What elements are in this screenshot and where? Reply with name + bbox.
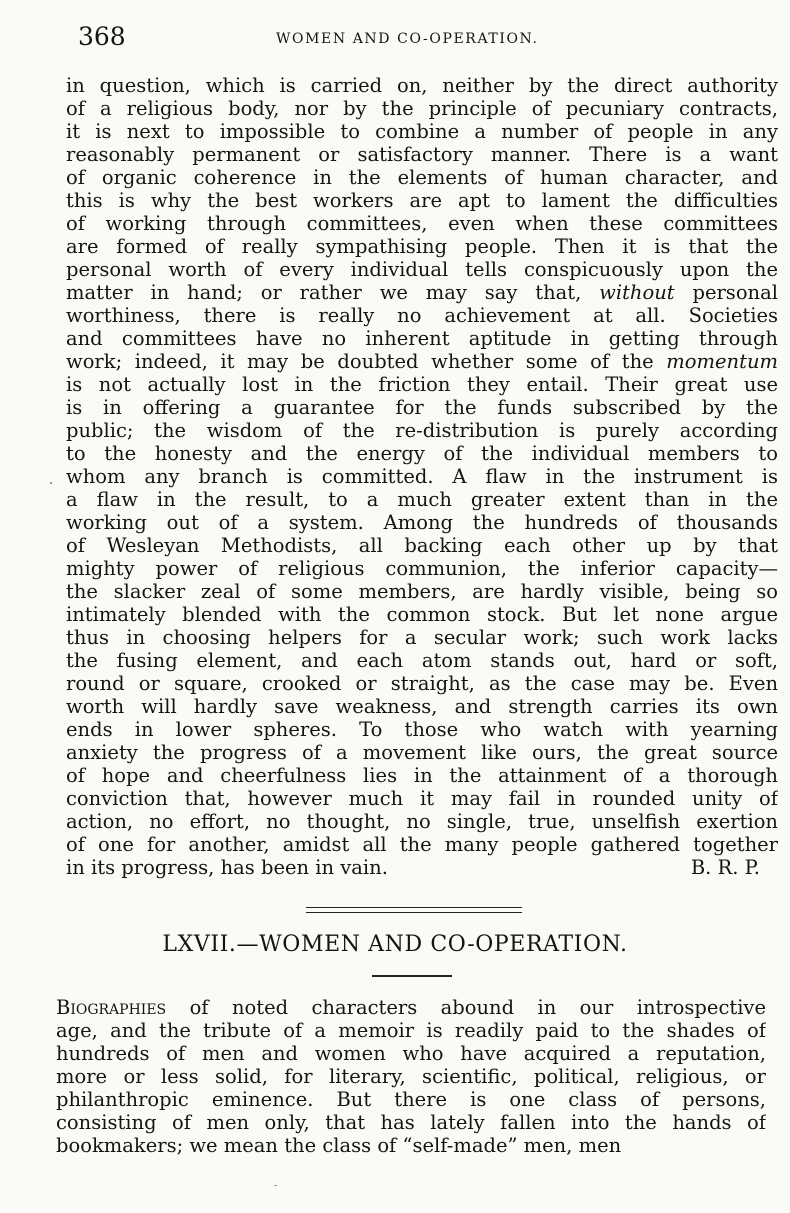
text-segment: the slacker zeal of some members, are hardly visible, being so (66, 580, 778, 603)
text-segment: mighty power of religious communion, the inferior capacity— (66, 557, 778, 580)
text-line (66, 258, 778, 281)
article-1-body (66, 74, 778, 879)
text-line (66, 764, 778, 787)
page-header (0, 22, 790, 58)
page-number: 368 (78, 22, 126, 51)
text-line (66, 373, 778, 396)
text-segment: the fusing element, and each atom stands out, hard or soft, (66, 649, 778, 672)
text-line (66, 442, 778, 465)
text-line (66, 488, 778, 511)
text-line: bookmakers; we mean the class of “self-made” men, men (56, 1134, 622, 1157)
running-head: WOMEN AND CO-OPERATION. (276, 31, 539, 47)
text-line (66, 534, 778, 557)
text-line: philanthropic eminence. But there is one class of persons, (56, 1088, 766, 1111)
section-divider-line (306, 907, 522, 908)
text-segment: of noted characters abound in our introspective (166, 996, 766, 1019)
text-line (66, 833, 778, 856)
text-segment: action, no effort, no thought, no single, true, unselfish exertion (66, 810, 778, 833)
text-line (66, 718, 778, 741)
text-segment: work; indeed, it may be doubted whether some of the (66, 350, 667, 373)
text-segment: thus in choosing helpers for a secular work; such work lacks (66, 626, 778, 649)
text-segment: to the honesty and the energy of the individual members to (66, 442, 778, 465)
section-divider-line (306, 912, 522, 913)
margin-mark (274, 1185, 277, 1186)
drop-word: Biographies (56, 996, 167, 1019)
text-segment: intimately blended with the common stock. But let none argue (66, 603, 778, 626)
text-segment: it is next to impossible to combine a number of people in any (66, 120, 778, 143)
text-segment: whom any branch is committed. A flaw in the instrument is (66, 465, 778, 488)
text-segment: worth will hardly save weakness, and strength carries its own (66, 695, 778, 718)
article-2-body (56, 996, 766, 1157)
text-segment: working out of a system. Among the hundreds of thousands (66, 511, 778, 534)
text-segment: of Wesleyan Methodists, all backing each other up by that (66, 534, 778, 557)
text-line (66, 741, 778, 764)
author-signature: B. R. P. (690, 856, 760, 879)
text-line (66, 212, 778, 235)
text-line (66, 419, 778, 442)
text-line (66, 626, 778, 649)
text-segment: ends in lower spheres. To those who watch with yearning (66, 718, 778, 741)
text-line (66, 672, 778, 695)
text-line (66, 557, 778, 580)
text-segment: anxiety the progress of a movement like ours, the great source (66, 741, 778, 764)
text-segment: of hope and cheerfulness lies in the attainment of a thorough (66, 764, 778, 787)
text-line (66, 350, 778, 373)
text-segment: reasonably permanent or satisfactory manner. There is a want (66, 143, 778, 166)
text-line (66, 580, 778, 603)
text-line (66, 695, 778, 718)
text-segment: public; the wisdom of the re-distribution is purely according (66, 419, 778, 442)
italic-text: without (599, 281, 675, 304)
text-line (66, 465, 778, 488)
text-line: consisting of men only, that has lately fallen into the hands of (56, 1111, 766, 1134)
text-line (66, 396, 778, 419)
text-line: more or less solid, for literary, scientific, political, religious, or (56, 1065, 766, 1088)
text-segment: is in offering a guarantee for the funds subscribed by the (66, 396, 778, 419)
text-line (56, 996, 766, 1019)
text-segment: are formed of really sympathising people. Then it is that the (66, 235, 778, 258)
text-line (66, 649, 778, 672)
text-segment: personal (674, 281, 778, 304)
closing-text: in its progress, has been in vain. (66, 856, 388, 879)
text-segment: worthiness, there is really no achievement at all. Societies (66, 304, 778, 327)
text-segment: in question, which is carried on, neither by the direct authority (66, 74, 778, 97)
margin-mark (50, 482, 52, 484)
heading-rule (372, 975, 452, 977)
text-segment: this is why the best workers are apt to lament the difficulties (66, 189, 778, 212)
text-line (66, 787, 778, 810)
text-line (66, 120, 778, 143)
text-line (66, 281, 778, 304)
text-line (66, 189, 778, 212)
text-segment: round or square, crooked or straight, as the case may be. Even (66, 672, 778, 695)
article-heading: LXVII.—WOMEN AND CO-OPERATION. (162, 932, 628, 957)
text-segment: personal worth of every individual tells conspicuously upon the (66, 258, 778, 281)
text-segment: a flaw in the result, to a much greater extent than in the (66, 488, 778, 511)
text-line (66, 74, 778, 97)
text-line (66, 143, 778, 166)
text-line (66, 856, 778, 879)
text-line (66, 235, 778, 258)
text-line (66, 97, 778, 120)
italic-text: momentum (666, 350, 778, 373)
text-line (66, 304, 778, 327)
text-segment: of organic coherence in the elements of human character, and (66, 166, 778, 189)
text-line (66, 603, 778, 626)
text-segment: of working through committees, even when these committees (66, 212, 778, 235)
text-segment: conviction that, however much it may fail in rounded unity of (66, 787, 778, 810)
text-segment: is not actually lost in the friction they entail. Their great use (66, 373, 778, 396)
text-line (66, 166, 778, 189)
text-segment: matter in hand; or rather we may say that, (66, 281, 600, 304)
text-segment: of a religious body, nor by the principle of pecuniary contracts, (66, 97, 778, 120)
text-line (66, 511, 778, 534)
text-segment: of one for another, amidst all the many people gathered together (66, 833, 778, 856)
text-segment: and committees have no inherent aptitude in getting through (66, 327, 778, 350)
text-line (66, 327, 778, 350)
text-line: age, and the tribute of a memoir is readily paid to the shades of (56, 1019, 766, 1042)
text-line: hundreds of men and women who have acquired a reputation, (56, 1042, 766, 1065)
text-line (66, 810, 778, 833)
